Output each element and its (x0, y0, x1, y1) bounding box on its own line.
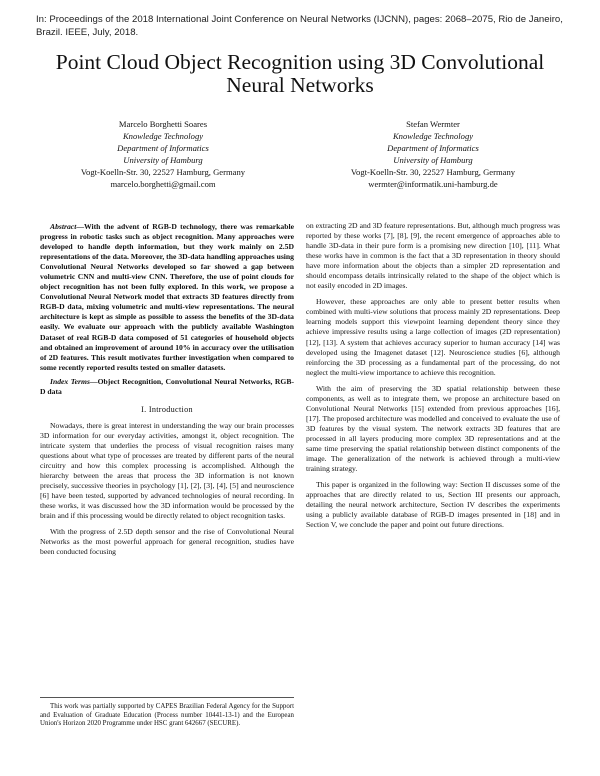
abstract (40, 222, 294, 373)
author-block (38, 118, 288, 190)
index-terms-text: —Object Recognition, Convolutional Neural Networks, RGB-D data (40, 376, 295, 396)
paper-title: Point Cloud Object Recognition using 3D Convolutional Neural Networks (55, 50, 545, 97)
right-column (306, 221, 560, 536)
author-university: University of Hamburg (123, 155, 203, 165)
index-terms (40, 377, 294, 397)
author-block (308, 118, 558, 190)
author-affiliation: Knowledge Technology (122, 131, 204, 141)
footnote (40, 697, 294, 729)
paragraph: However, these approaches are only able to present better results when combined with multi-view solutions that process mainly 2D representations. Deep learning models support this viewpoint learning dependent theory since they achieve impressive results using a large collection of images (2D representation) [12], [13]. A system that achieves accuracy superior to human accuracy [14] was developed using the Imagenet dataset [12]. Neuroscience studies [6], although reinforcing the 3D processing as a fundamental part of the processing, do not neglect the multi-view importance to achieve this recognition. (306, 297, 560, 377)
abstract-text: —With the advent of RGB-D technology, there was remarkable progress in robotic tasks such as object recognition. Many approaches were developed to handle depth information, but they work mainly on 2.5D representations of the data. Moreover, the 3D-data handling approaches using Convolutional Neural Networks developed so far showed a gap between volumetric CNN and multi-view CNN. Therefore, the use of point clouds for object recognition has not been fully explored. In this work, we propose a Convolutional Neural Network model that extracts 3D features directly from RGB-D data, mixing volumetric and multi-view representations. The neural architecture is kept as simple as possible to assess the benefits of the 3D-data easily. We evaluate our approach with the publicly available Washington Dataset of real RGB-D data composed of 51 categories of household objects and obtained an improvement of around 10% in accuracy over the utilisation of 2D features. This result motivates further investigation when compared to some recently reported results tested on smaller datasets. (40, 222, 294, 372)
left-column (40, 222, 294, 563)
paragraph: on extracting 2D and 3D feature representations. But, although much progress was reported by these works [7], [8], [9], the recent emergence of approaches able to handle 3D-data in their pure form is a promising new direction [10], [11]. What these works have in common is the fact that a 3D representation in theory should have more information about the objects than a simpler 2D representation and should encompass details intrinsically related to the shape of the object which is not easily encoded in 2D images. (306, 221, 560, 291)
author-address: Vogt-Koelln-Str. 30, 22527 Hamburg, Germany (350, 167, 516, 177)
author-department: Department of Informatics (387, 143, 479, 153)
paragraph: This paper is organized in the following way: Section II discusses some of the approaches that are directly related to us, Section III presents our approach, detailing the neural network architecture, Section IV describes the experiments using a publicly available database of RGB-D images presented in [18] and in Section V, we conclude the paper and point out future directions. (306, 480, 560, 530)
index-terms-label: Index Terms (50, 376, 90, 386)
author-affiliation: Knowledge Technology (392, 131, 474, 141)
publication-note: In: Proceedings of the 2018 International Joint Conference on Neural Networks (IJCNN), pages: 2068–2075, Rio de Janeiro, Brazil. IEEE, July, 2018. (36, 14, 563, 38)
author-email: marcelo.borghetti@gmail.com (110, 179, 216, 189)
author-address: Vogt-Koelln-Str. 30, 22527 Hamburg, Germany (80, 167, 246, 177)
author-name: Stefan Wermter (406, 119, 460, 129)
footnote-text: This work was partially supported by CAPES Brazilian Federal Agency for the Support and Evaluation of Graduate Education (Process number 10441-13-1) and the European Union's Horizon 2020 Programme under HSC grant 642667 (SECURE). (40, 703, 294, 728)
author-email: wermter@informatik.uni-hamburg.de (368, 179, 498, 189)
paragraph: With the aim of preserving the 3D spatial relationship between these components, as well as to integrate them, we propose an architecture based on Convolutional Neural Networks [15] extended from previous approaches [16], [17]. The proposed architecture was modelled and conceived to evaluate the use of 3D features by the visual system. The network extracts 3D features that are processed in all layers producing more complex 3D representations and at the same time preserving the spatial relationship between distinct components of the image. The generalization of the network is achieved through a multi-view training strategy. (306, 383, 560, 474)
section-heading: I. Introduction (141, 404, 193, 414)
author-name: Marcelo Borghetti Soares (118, 119, 208, 129)
author-department: Department of Informatics (117, 143, 209, 153)
paragraph: Nowadays, there is great interest in understanding the way our brain processes 3D information for our everyday activities, amongst it, object recognition. The intricate system that underlies the process of visual recognition raises many questions about what type of processes are treated by different parts of the neural circuitry and how this complex processing is accomplished. Although the hierarchy between the areas that process the 3D information is not known precisely, successive theories in psychology [1], [2], [3], [4], [5] and neuroscience [6] have been tested, supported by advanced technologies of neural recording. In these works, it was discussed how the 3D information would be processed by the brain and if this processing would be directly related to object recognition tasks. (40, 420, 294, 521)
paragraph: With the progress of 2.5D depth sensor and the rise of Convolutional Neural Networks as the most powerful approach for general recognition, studies have been conducted focusing (40, 527, 294, 557)
author-university: University of Hamburg (393, 155, 473, 165)
abstract-label: Abstract (50, 222, 77, 231)
